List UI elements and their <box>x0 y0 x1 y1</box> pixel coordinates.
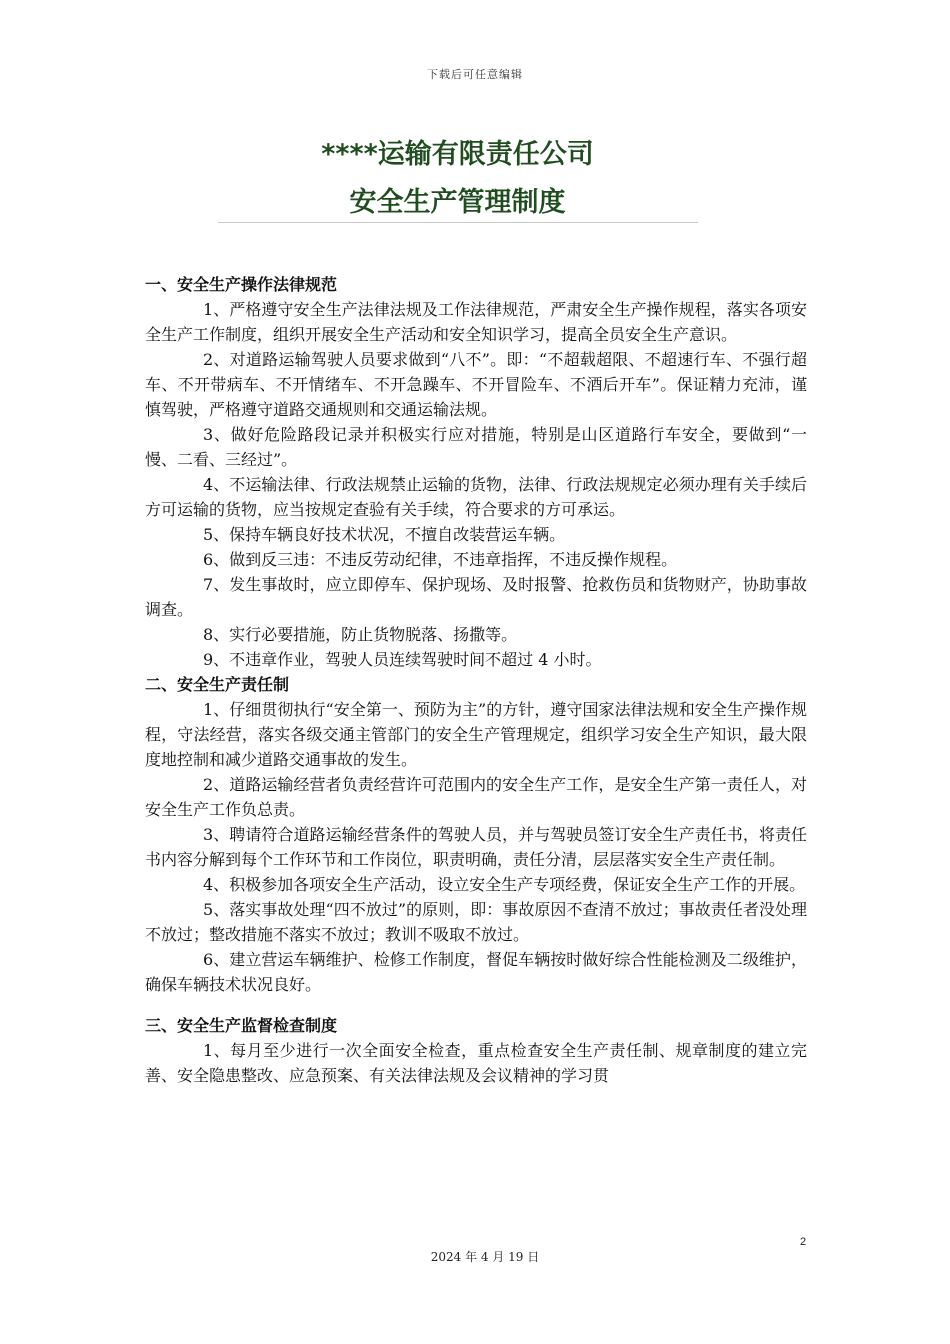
document-body <box>145 272 807 1088</box>
paragraph: 6、做到反三违：不违反劳动纪律，不违章指挥，不违反操作规程。 <box>203 550 678 569</box>
header-note: 下载后可任意编辑 <box>427 68 523 81</box>
paragraph: 2、对道路运输驾驶人员要求做到“八不”。即：“不超载超限、不超速行车、不强行超车、不开带病车、不开情绪车、不开急躁车、不开冒险车、不酒后开车”。保证精力充沛，谨慎驾驶，严格遵守道路交通规则和交通运输法规。 <box>145 350 807 419</box>
paragraph: 8、实行必要措施，防止货物脱落、扬撒等。 <box>203 625 518 644</box>
paragraph: 1、严格遵守安全生产法律法规及工作法律规范，严肃安全生产操作规程，落实各项安全生产工作制度，组织开展安全生产活动和安全知识学习，提高全员安全生产意识。 <box>145 300 807 344</box>
paragraph: 3、做好危险路段记录并积极实行应对措施，特别是山区道路行车安全，要做到“一慢、二看、三经过”。 <box>145 425 807 469</box>
paragraph: 1、每月至少进行一次全面安全检查，重点检查安全生产责任制、规章制度的建立完善、安全隐患整改、应急预案、有关法律法规及会议精神的学习贯 <box>145 1041 807 1085</box>
paragraph: 4、不运输法律、行政法规禁止运输的货物，法律、行政法规规定必须办理有关手续后方可运输的货物，应当按规定查验有关手续，符合要求的方可承运。 <box>145 475 807 519</box>
paragraph: 7、发生事故时，应立即停车、保护现场、及时报警、抢救伤员和货物财产，协助事故调查。 <box>145 575 807 619</box>
document-title-company: ****运输有限责任公司 <box>321 139 594 170</box>
paragraph: 3、聘请符合道路运输经营条件的驾驶人员，并与驾驶员签订安全生产责任书，将责任书内容分解到每个工作环节和工作岗位，职责明确，责任分清，层层落实安全生产责任制。 <box>145 825 807 869</box>
document-title: 安全生产管理制度 <box>349 187 566 218</box>
paragraph: 9、不违章作业，驾驶人员连续驾驶时间不超过 4 小时。 <box>203 650 602 669</box>
paragraph: 1、仔细贯彻执行“安全第一、预防为主”的方针，遵守国家法律法规和安全生产操作规程，守法经营，落实各级交通主管部门的安全生产管理规定，组织学习安全生产知识，最大限度地控制和减少道路交通事故的发生。 <box>145 700 807 769</box>
footer-date: 2024 年 4 月 19 日 <box>430 1250 540 1264</box>
paragraph: 2、道路运输经营者负责经营许可范围内的安全生产工作，是安全生产第一责任人，对安全生产工作负总责。 <box>145 775 807 819</box>
section-heading: 二、安全生产责任制 <box>145 675 290 694</box>
paragraph: 6、建立营运车辆维护、检修工作制度，督促车辆按时做好综合性能检测及二级维护，确保车辆技术状况良好。 <box>145 950 807 994</box>
paragraph: 5、落实事故处理“四不放过”的原则，即：事故原因不查清不放过；事故责任者没处理不放过；整改措施不落实不放过；教训不吸取不放过。 <box>145 900 807 944</box>
paragraph: 5、保持车辆良好技术状况，不擅自改装营运车辆。 <box>203 525 566 544</box>
paragraph: 4、积极参加各项安全生产活动，设立安全生产专项经费，保证安全生产工作的开展。 <box>203 875 806 894</box>
section-heading: 三、安全生产监督检查制度 <box>145 1016 338 1035</box>
title-divider <box>218 222 698 223</box>
section-heading: 一、安全生产操作法律规范 <box>145 275 338 294</box>
page-number: 2 <box>800 1236 807 1248</box>
